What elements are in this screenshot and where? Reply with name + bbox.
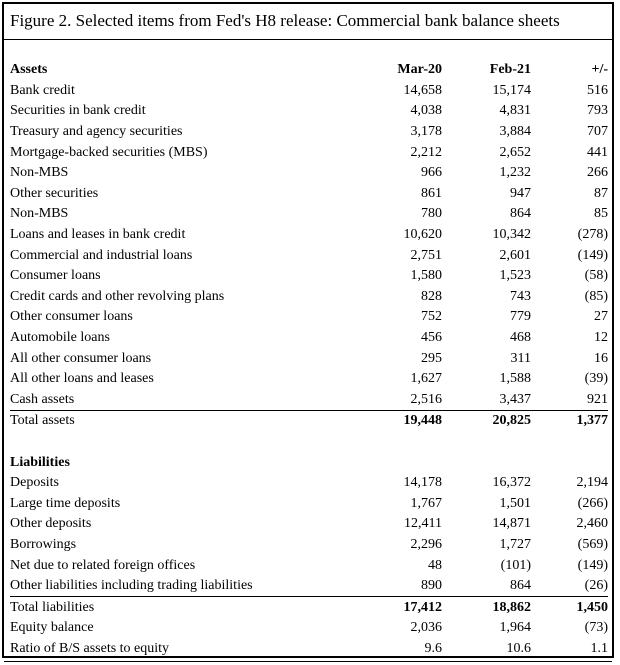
value-change: (149)	[577, 557, 608, 573]
row-label: Other liabilities including trading liabilities	[10, 578, 253, 594]
row-label: Total assets	[10, 411, 362, 432]
value-feb-21: 3,437	[499, 391, 531, 407]
assets-heading: Assets	[10, 62, 48, 78]
spacer-cell	[531, 432, 608, 453]
assets-header-row	[10, 60, 608, 81]
row-label: Other securities	[10, 185, 99, 201]
row-label: Ratio of B/S assets to equity	[10, 640, 170, 656]
value-feb-21: 1,501	[499, 495, 531, 511]
row-label: Cash assets	[10, 391, 75, 407]
value-feb-21: 14,871	[492, 516, 531, 532]
row-label: Consumer loans	[10, 268, 101, 284]
table-row	[10, 184, 608, 205]
value-mar-20: 2,516	[410, 391, 442, 407]
row-label: Total liabilities	[10, 597, 362, 618]
table-row	[10, 81, 608, 102]
row-label: Non-MBS	[10, 165, 69, 181]
value-mar-20: 2,212	[410, 144, 442, 160]
value-mar-20: 14,178	[403, 475, 442, 491]
table-row	[10, 245, 608, 266]
row-label: Non-MBS	[10, 206, 69, 222]
table-row	[10, 555, 608, 576]
value-feb-21: 15,174	[492, 82, 531, 98]
value-mar-20: 48	[428, 557, 442, 573]
value-mar-20: 3,178	[410, 124, 442, 140]
value-feb-21: 311	[510, 350, 531, 366]
row-label: Net due to related foreign offices	[10, 557, 196, 573]
value-mar-20: 9.6	[424, 640, 442, 656]
row-label: All other loans and leases	[10, 371, 154, 387]
value-change: 1.1	[590, 640, 608, 656]
row-label: Borrowings	[10, 536, 77, 552]
column-header-feb-21: Feb-21	[489, 62, 531, 78]
table-row	[10, 473, 608, 494]
table-row	[10, 122, 608, 143]
value-feb-21: 864	[510, 206, 531, 222]
row-label: Other consumer loans	[10, 309, 133, 325]
table-row	[10, 493, 608, 514]
value-change: 707	[587, 124, 608, 140]
spacer-cell	[362, 432, 442, 453]
row-label: Commercial and industrial loans	[10, 247, 193, 263]
figure-title: Figure 2. Selected items from Fed's H8 release: Commercial bank balance sheets	[10, 11, 560, 30]
value-feb-21: 743	[510, 288, 531, 304]
value-feb-21: 1,523	[499, 268, 531, 284]
value-feb-21: 3,884	[499, 124, 531, 140]
row-label: Securities in bank credit	[10, 103, 146, 119]
value-change: 266	[587, 165, 608, 181]
spacer-cell	[442, 432, 531, 453]
row-label: Bank credit	[10, 82, 75, 98]
value-change: (149)	[577, 247, 608, 263]
value-mar-20: 10,620	[403, 227, 442, 243]
value-feb-21: 10,342	[492, 227, 531, 243]
liabilities-heading: Liabilities	[10, 454, 70, 470]
liabilities-header-row	[10, 452, 608, 473]
value-feb-21: 864	[510, 578, 531, 594]
value-change: 516	[587, 82, 608, 98]
value-change: (266)	[577, 495, 608, 511]
column-header-change: +/-	[591, 62, 608, 78]
value-feb-21: (101)	[500, 557, 531, 573]
value-feb-21: 10.6	[506, 640, 531, 656]
table-row	[10, 576, 608, 597]
value-mar-20: 828	[421, 288, 442, 304]
value-change: (85)	[584, 288, 608, 304]
value-feb-21: 1,588	[499, 371, 531, 387]
table-row	[10, 348, 608, 369]
value-mar-20: 780	[421, 206, 442, 222]
row-label: Automobile loans	[10, 330, 110, 346]
table-row	[10, 369, 608, 390]
table-row	[10, 266, 608, 287]
value-feb-21: 18,862	[442, 597, 531, 618]
value-feb-21: 2,652	[499, 144, 531, 160]
value-mar-20: 14,658	[403, 82, 442, 98]
table-row	[10, 328, 608, 349]
value-feb-21: 1,964	[499, 620, 531, 636]
column-header-mar-20: Mar-20	[397, 62, 442, 78]
value-feb-21: 947	[510, 185, 531, 201]
value-mar-20: 752	[421, 309, 442, 325]
table-row	[10, 390, 608, 411]
value-change: 2,194	[576, 475, 608, 491]
balance-sheet-table	[10, 60, 608, 659]
value-mar-20: 2,751	[410, 247, 442, 263]
value-mar-20: 17,412	[362, 597, 442, 618]
value-feb-21: 2,601	[499, 247, 531, 263]
title-divider	[4, 39, 612, 40]
value-change: 12	[594, 330, 608, 346]
value-change: 1,450	[531, 597, 608, 618]
value-mar-20: 890	[421, 578, 442, 594]
row-label: Deposits	[10, 475, 59, 491]
bottom-divider	[4, 661, 612, 662]
empty-cell	[362, 452, 442, 473]
table-row	[10, 225, 608, 246]
value-feb-21: 779	[510, 309, 531, 325]
value-change: 921	[587, 391, 608, 407]
table-row	[10, 307, 608, 328]
equity-balance-row	[10, 618, 608, 639]
value-feb-21: 4,831	[499, 103, 531, 119]
value-mar-20: 861	[421, 185, 442, 201]
value-change: (58)	[584, 268, 608, 284]
value-mar-20: 2,296	[410, 536, 442, 552]
row-label: Treasury and agency securities	[10, 124, 183, 140]
value-change: 16	[594, 350, 608, 366]
table-row	[10, 163, 608, 184]
value-feb-21: 1,727	[499, 536, 531, 552]
spacer-cell	[10, 432, 362, 453]
table-row	[10, 142, 608, 163]
empty-cell	[531, 452, 608, 473]
value-mar-20: 19,448	[362, 411, 442, 432]
value-change: (26)	[584, 578, 608, 594]
value-feb-21: 1,232	[499, 165, 531, 181]
value-change: (39)	[584, 371, 608, 387]
value-feb-21: 16,372	[492, 475, 531, 491]
value-change: 1,377	[531, 411, 608, 432]
row-label: Other deposits	[10, 516, 92, 532]
ratio-row	[10, 639, 608, 660]
value-change: 793	[587, 103, 608, 119]
total-assets-row	[10, 411, 608, 432]
row-label: Large time deposits	[10, 495, 121, 511]
value-mar-20: 1,580	[410, 268, 442, 284]
total-liabilities-row	[10, 597, 608, 618]
table-row	[10, 204, 608, 225]
value-change: (278)	[577, 227, 608, 243]
value-mar-20: 12,411	[404, 516, 442, 532]
table-row	[10, 101, 608, 122]
row-label: Credit cards and other revolving plans	[10, 288, 225, 304]
value-change: 27	[594, 309, 608, 325]
row-label: Equity balance	[10, 620, 94, 636]
row-label: Mortgage-backed securities (MBS)	[10, 144, 208, 160]
value-mar-20: 2,036	[410, 620, 442, 636]
value-mar-20: 1,627	[410, 371, 442, 387]
table-row	[10, 514, 608, 535]
value-mar-20: 295	[421, 350, 442, 366]
value-mar-20: 1,767	[410, 495, 442, 511]
value-feb-21: 20,825	[442, 411, 531, 432]
value-change: (569)	[577, 536, 608, 552]
empty-cell	[442, 452, 531, 473]
table-row	[10, 535, 608, 556]
table-row	[10, 287, 608, 308]
value-change: 85	[594, 206, 608, 222]
section-spacer	[10, 432, 608, 453]
value-mar-20: 4,038	[410, 103, 442, 119]
value-change: 2,460	[576, 516, 608, 532]
row-label: All other consumer loans	[10, 350, 152, 366]
value-mar-20: 456	[421, 330, 442, 346]
row-label: Loans and leases in bank credit	[10, 227, 186, 243]
value-change: 87	[594, 185, 608, 201]
value-mar-20: 966	[421, 165, 442, 181]
value-change: (73)	[584, 620, 608, 636]
value-feb-21: 468	[510, 330, 531, 346]
balance-sheet-figure	[2, 2, 614, 658]
value-change: 441	[587, 144, 608, 160]
